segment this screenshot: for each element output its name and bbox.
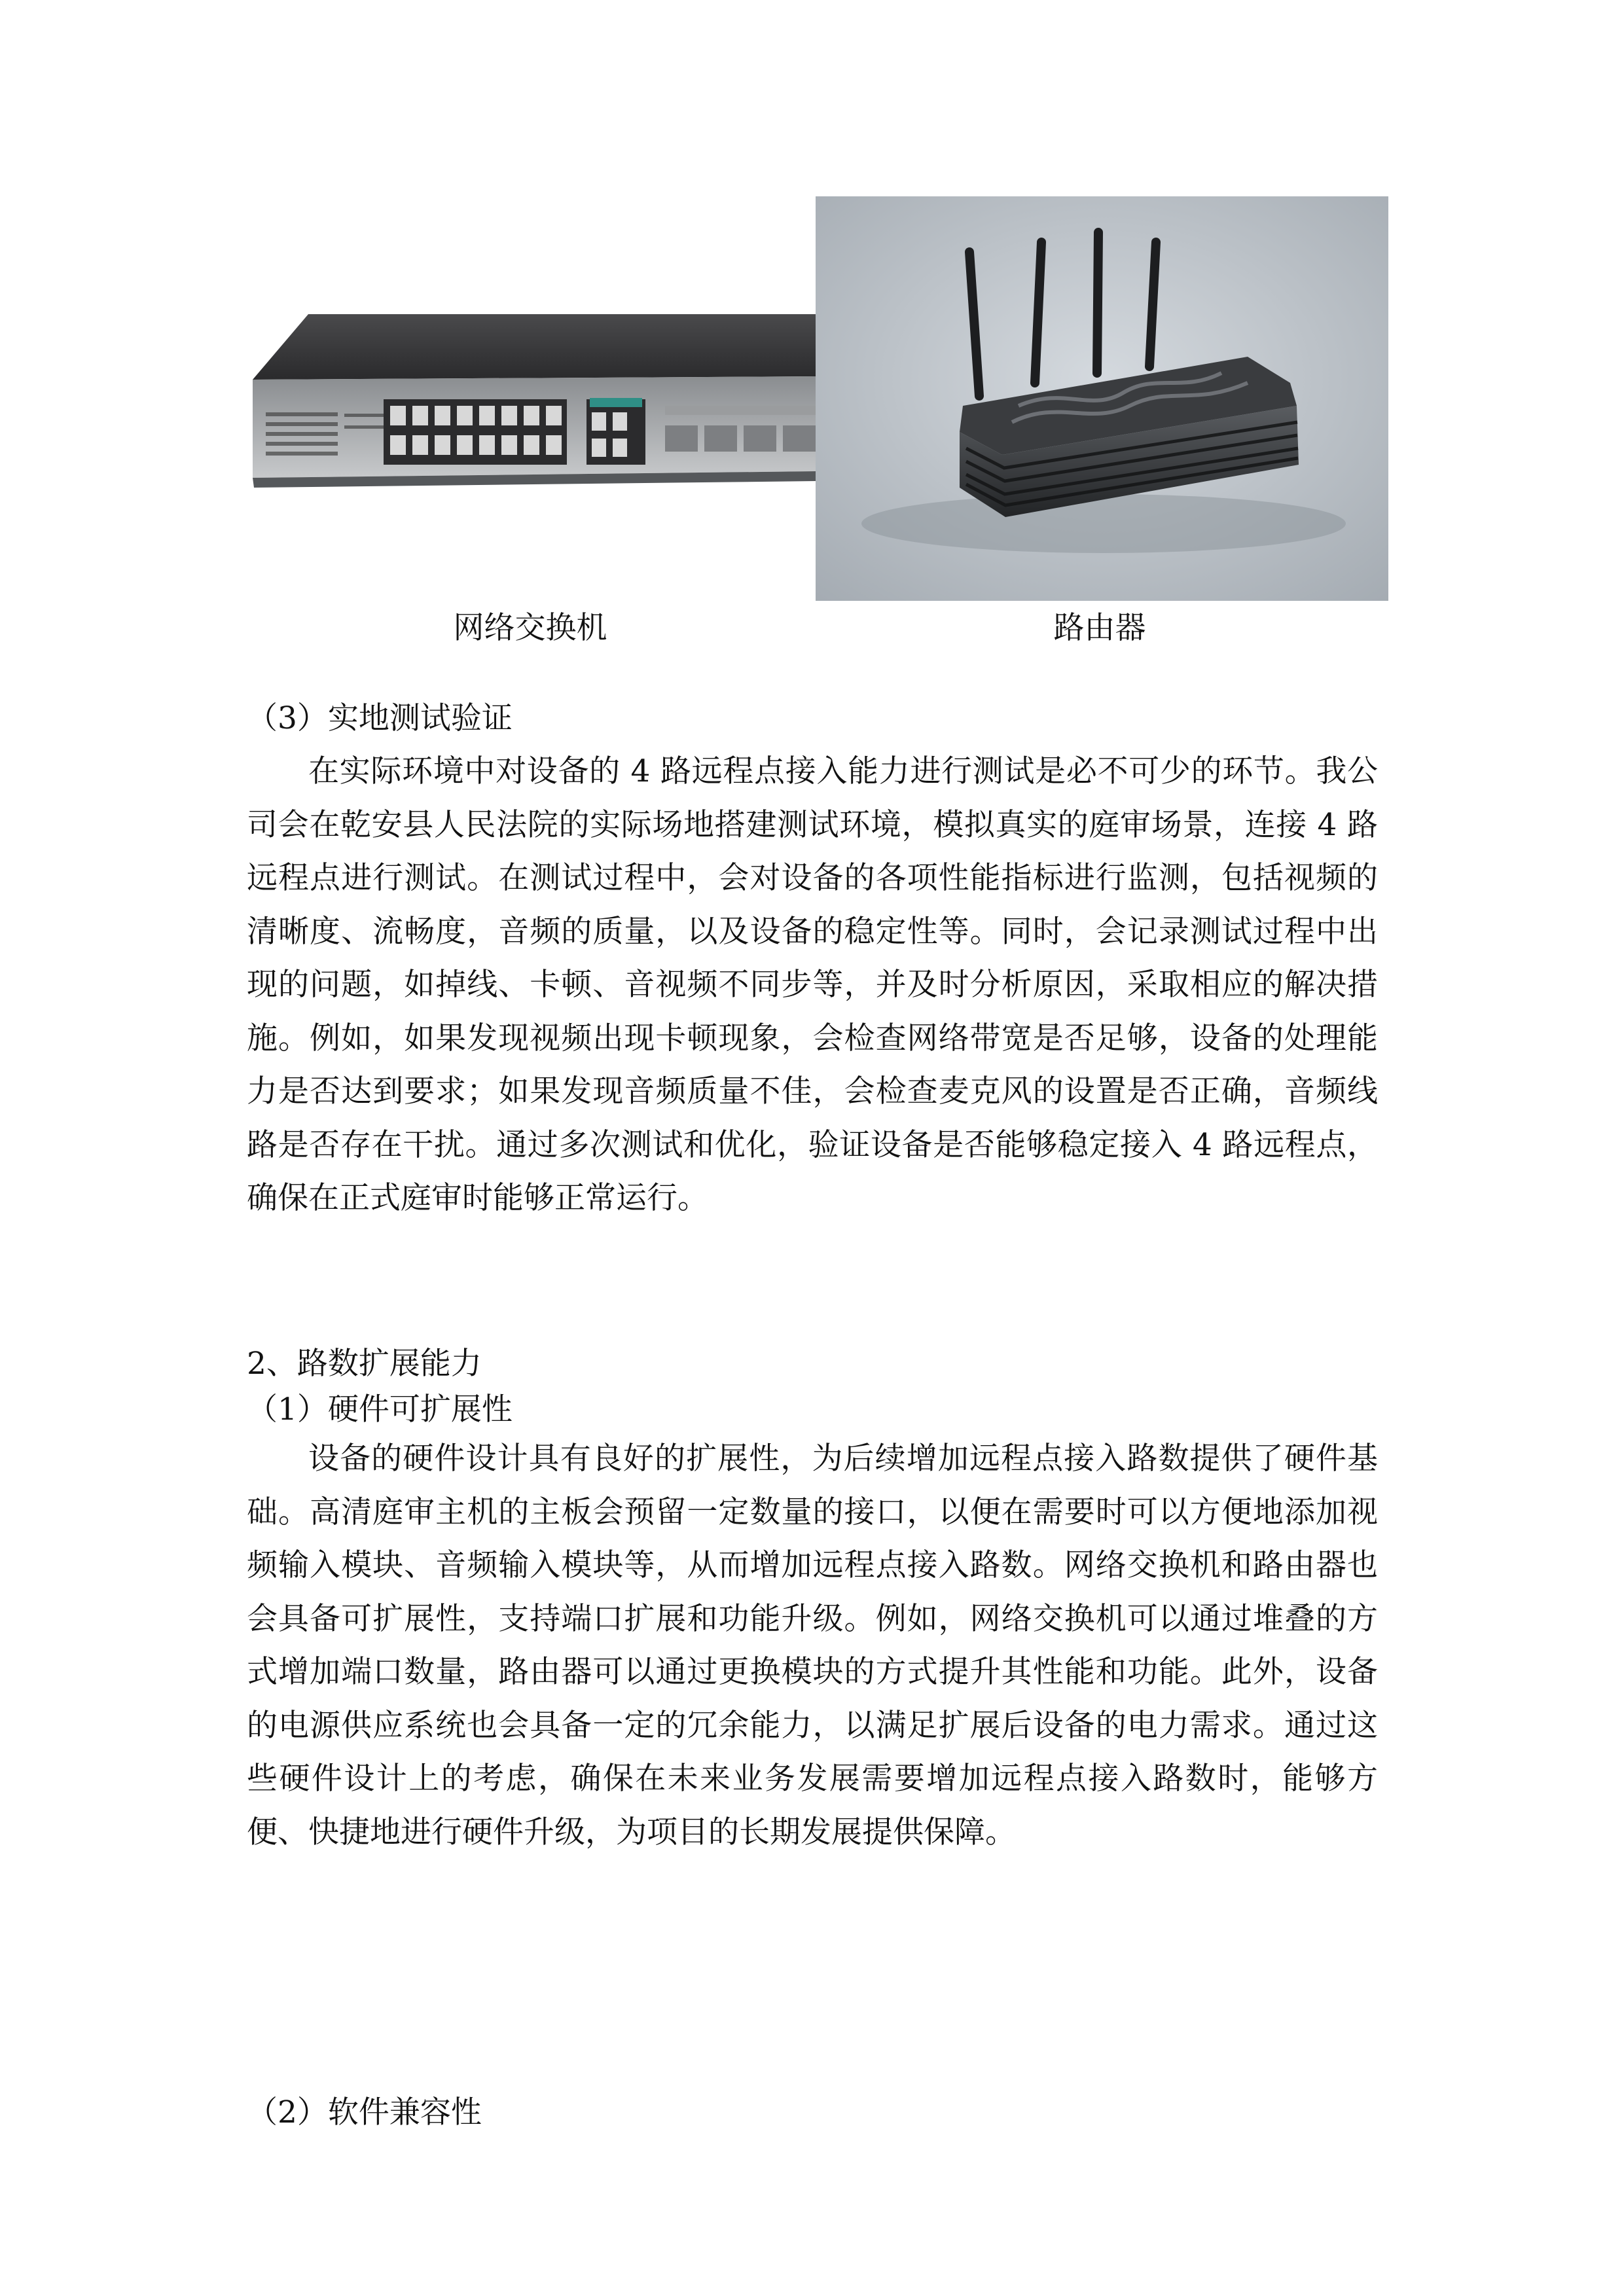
wireless-router-icon <box>816 196 1388 601</box>
network-switch-image <box>246 301 816 517</box>
section-heading-3: （3）实地测试验证 <box>247 700 513 736</box>
figure-caption-switch: 网络交换机 <box>453 610 607 646</box>
network-switch-icon <box>246 301 816 517</box>
paragraph-hardware-scalability: 设备的硬件设计具有良好的扩展性，为后续增加远程点接入路数提供了硬件基础。高清庭审主机的主板会预留一定数量的接口，以便在需要时可以方便地添加视频输入模块、音频输入模块等，从而增加远程点接入路数。网络交换机和路由器也会具备可扩展性，支持端口扩展和功能升级。例如，网络交换机可以通过堆叠的方式增加端口数量，路由器可以通过更换模块的方式提升其性能和功能。此外，设备的电源供应系统也会具备一定的冗余能力，以满足扩展后设备的电力需求。通过这些硬件设计上的考虑，确保在未来业务发展需要增加远程点接入路数时，能够方便、快捷地进行硬件升级，为项目的长期发展提供保障。 <box>247 1441 1378 1850</box>
paragraph-field-test: 在实际环境中对设备的 4 路远程点接入能力进行测试是必不可少的环节。我公司会在乾安县人民法院的实际场地搭建测试环境，模拟真实的庭审场景，连接 4 路远程点进行测试。在测试过程中，会对设备的各项性能指标进行监测，包括视频的清晰度、流畅度，音频的质量，以及设备的稳定性等。同时，会记录测试过程中出现的问题，如掉线、卡顿、音视频不同步等，并及时分析原因，采取相应的解决措施。例如，如果发现视频出现卡顿现象，会检查网络带宽是否足够，设备的处理能力是否达到要求；如果发现音频质量不佳，会检查麦克风的设置是否正确，音频线路是否存在干扰。通过多次测试和优化，验证设备是否能够稳定接入 4 路远程点，确保在正式庭审时能够正常运行。 <box>247 753 1378 1216</box>
figure-caption-router: 路由器 <box>1053 610 1146 646</box>
router-image <box>816 196 1388 601</box>
section-heading-2-2: （2）软件兼容性 <box>247 2094 482 2130</box>
section-heading-2: 2、路数扩展能力 <box>247 1346 482 1382</box>
section-heading-2-1: （1）硬件可扩展性 <box>247 1391 513 1427</box>
